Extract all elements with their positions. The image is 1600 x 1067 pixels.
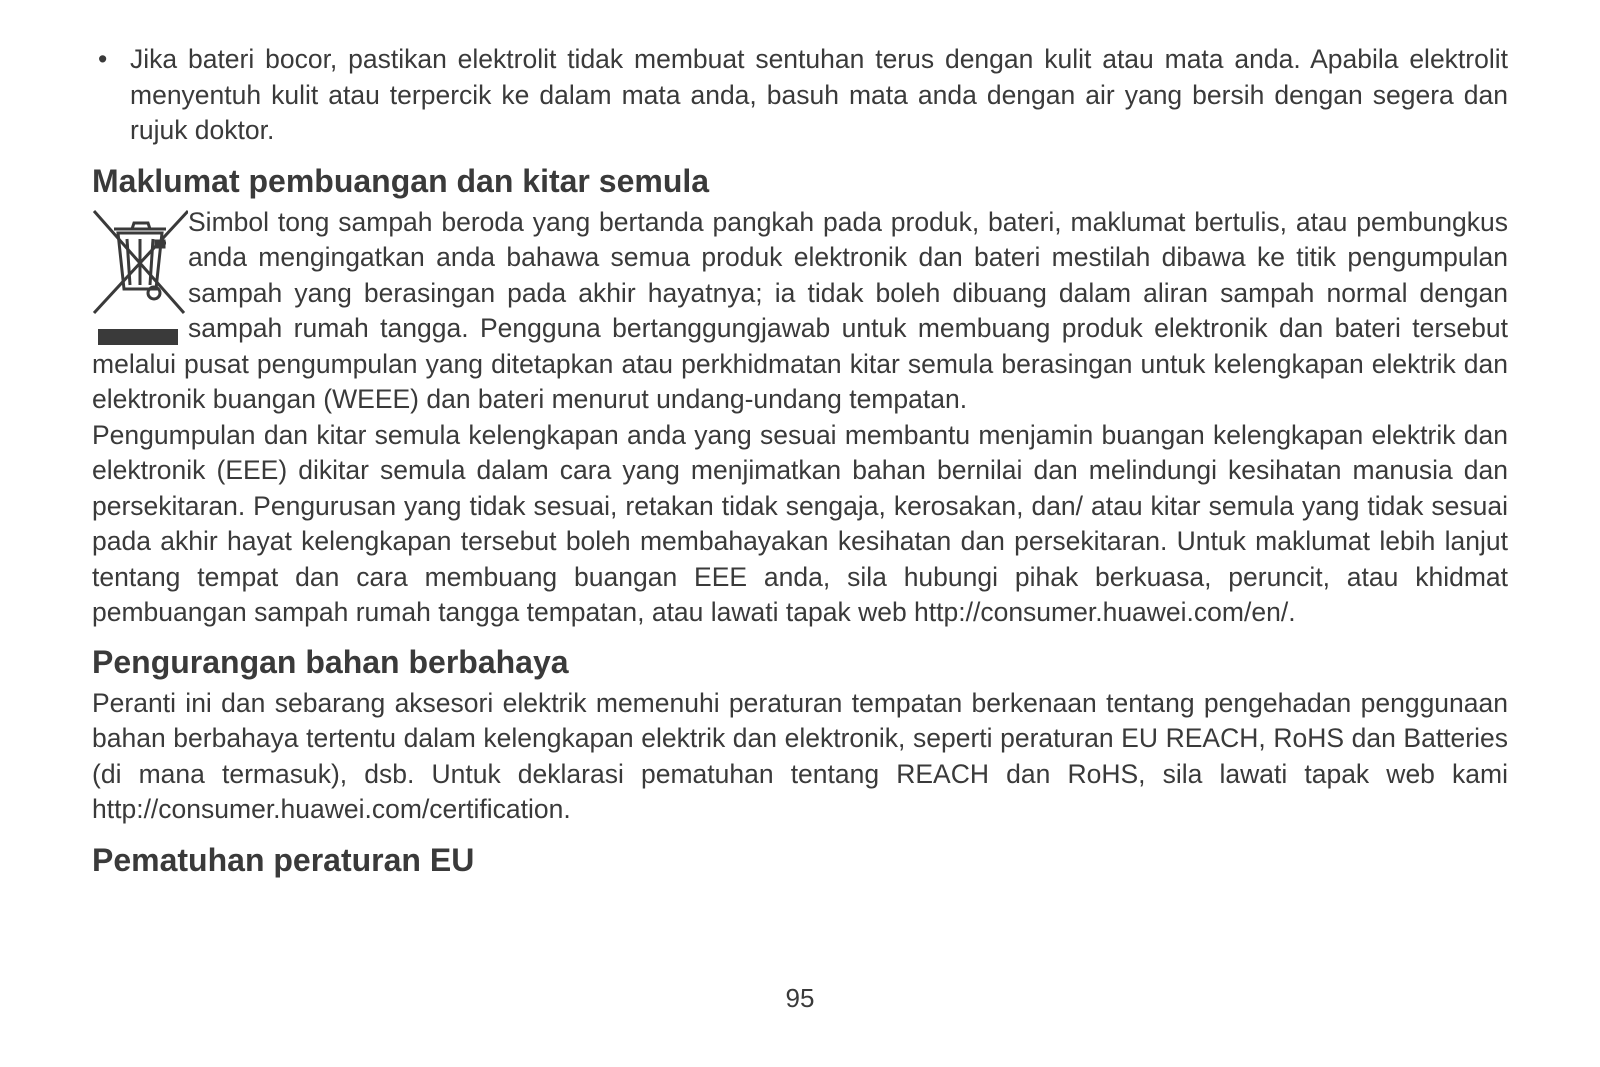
bullet-marker: • bbox=[98, 44, 108, 74]
recycling-paragraph-1: Simbol tong sampah beroda yang bertanda pangkah pada produk, bateri, maklumat bertulis, atau pembungkus anda mengingatkan anda bahawa semua produk elektronik dan bateri mestilah dibawa ke titik pengumpulan sampah yang berasingan pada akhir hayatnya; ia tidak boleh dibuang dalam aliran sampah normal dengan sampah rumah tangga. Pengguna bertanggungjawab untuk membuang produk elektronik dan bateri tersebut melalui pusat pengumpulan yang ditetapkan atau perkhidmatan kitar semula berasingan untuk kelengkapan elektrik dan elektronik buangan (WEEE) dan bateri menurut undang-undang tempatan. bbox=[92, 206, 1508, 414]
recycling-paragraph-2: Pengumpulan dan kitar semula kelengkapan anda yang sesuai membantu menjamin buangan kelengkapan elektrik dan elektronik (EEE) dikitar semula dalam cara yang menjimatkan bahan bernilai dan melindungi kesihatan manusia dan persekitaran. Pengurusan yang tidak sesuai, retakan tidak sengaja, kerosakan, dan/ atau kitar semula yang tidak sesuai pada akhir hayat kelengkapan tersebut boleh membahayakan kesihatan dan persekitaran. Untuk maklumat lebih lanjut tentang tempat dan cara membuang buangan EEE anda, sila hubungi pihak berkuasa, peruncit, atau khidmat pembuangan sampah rumah tangga tempatan, atau lawati tapak web http://consumer.huawei.com/en/. bbox=[92, 419, 1508, 627]
hazardous-substances-heading: Pengurangan bahan berbahaya bbox=[92, 643, 569, 680]
battery-leak-text: Jika bateri bocor, pastikan elektrolit tidak membuat sentuhan terus dengan kulit atau mata anda. Apabila elektrolit menyentuh kulit atau terpercik ke dalam mata anda, basuh mata anda dengan air yang bersih dengan segera dan rujuk doktor. bbox=[130, 44, 1508, 145]
page-number: 95 bbox=[785, 983, 815, 1013]
eu-compliance-heading: Pematuhan peraturan EU bbox=[92, 841, 475, 878]
document-page bbox=[92, 42, 1508, 880]
hazardous-substances-paragraph: Peranti ini dan sebarang aksesori elektrik memenuhi peraturan tempatan berkenaan tentang pengehadan penggunaan bahan berbahaya tertentu dalam kelengkapan elektrik dan elektronik, seperti peraturan EU REACH, RoHS dan Batteries (di mana termasuk), dsb. Untuk deklarasi pematuhan tentang REACH dan RoHS, sila lawati tapak web kami http://consumer.huawei.com/certification. bbox=[92, 687, 1508, 824]
battery-leak-bullet-item bbox=[92, 42, 1508, 149]
crossed-out-wheeled-bin-icon bbox=[92, 205, 188, 345]
recycling-heading: Maklumat pembuangan dan kitar semula bbox=[92, 162, 710, 199]
